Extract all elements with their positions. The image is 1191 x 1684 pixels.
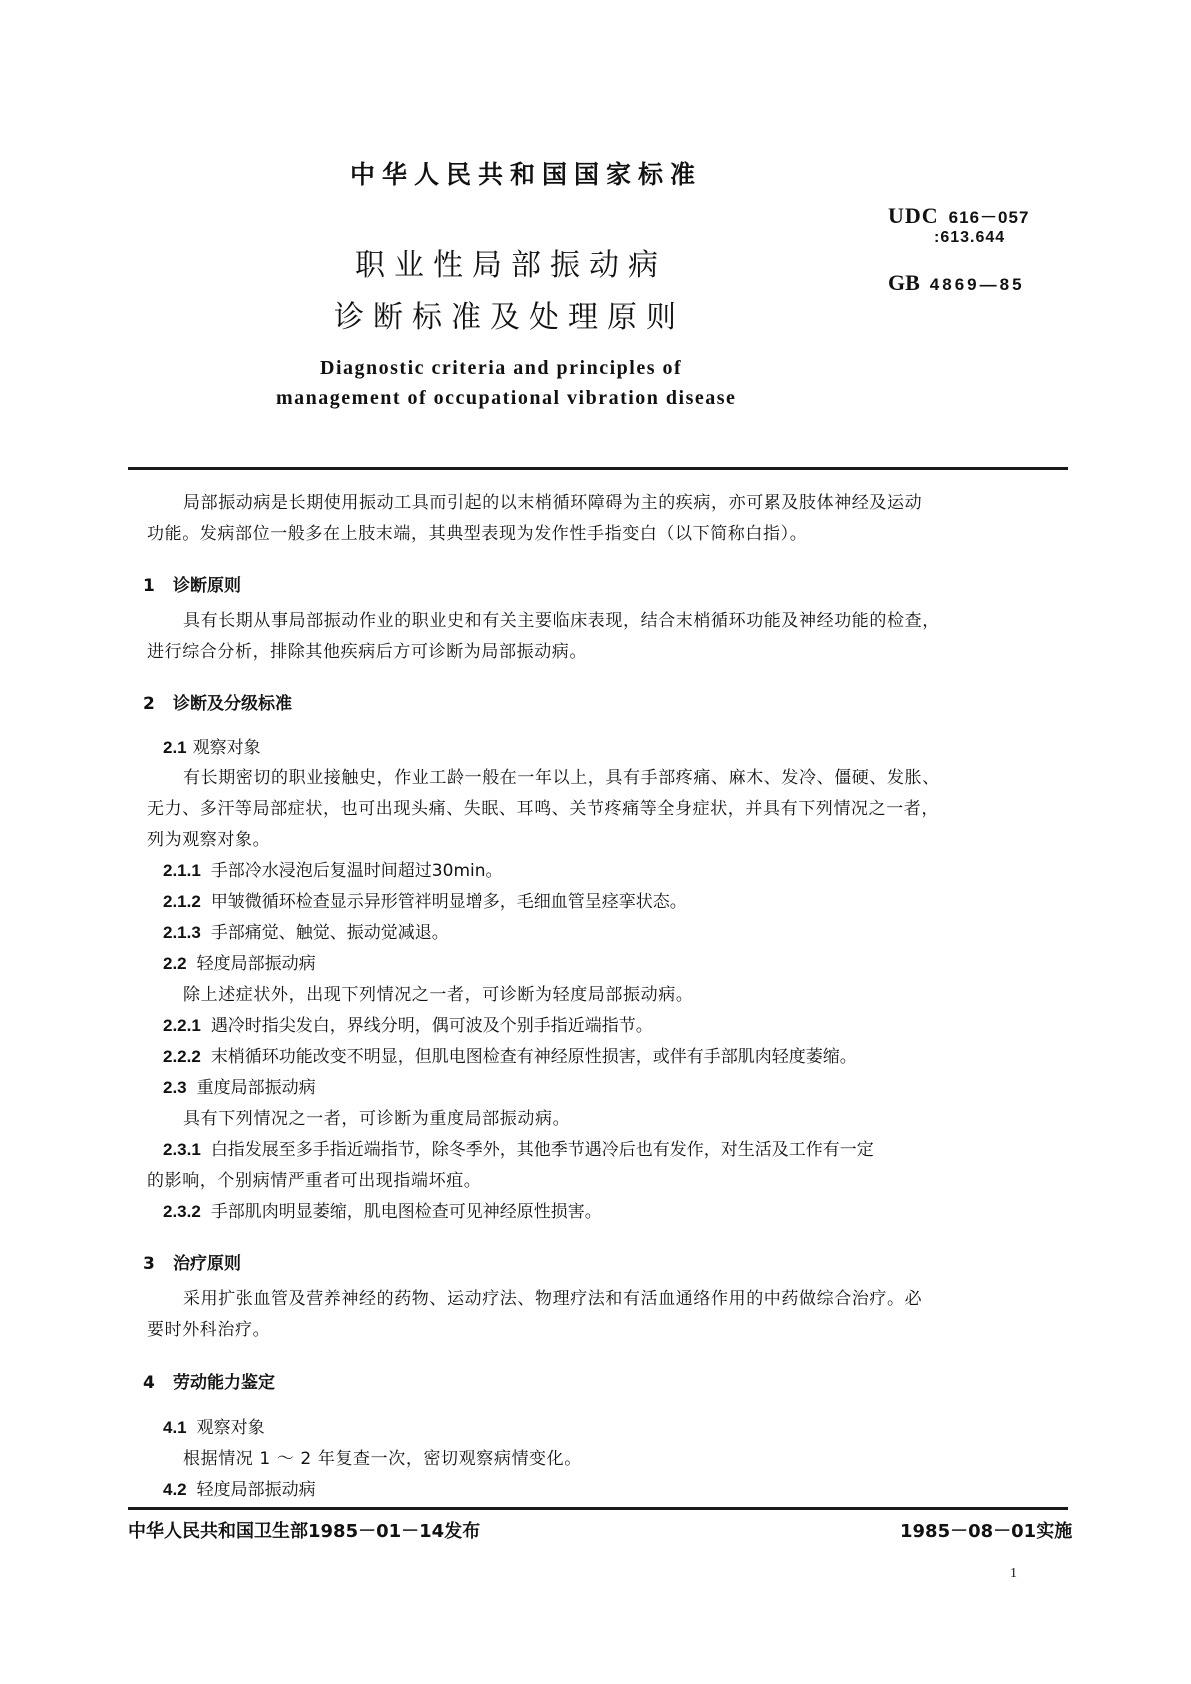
document-title-line2: 诊断标准及处理原则 (334, 300, 685, 335)
clause-2-1-1 (163, 856, 503, 881)
subsection-2-2-heading (163, 949, 316, 974)
intro-line2: 功能。发病部位一般多在上肢末端，其典型表现为发作性手指变白（以下简称白指）。 (147, 524, 808, 544)
section-4-heading (143, 1368, 275, 1393)
section-1-heading (143, 571, 241, 596)
section-3-line2: 要时外科治疗。 (147, 1320, 271, 1340)
footer-divider (128, 1507, 1068, 1510)
subsection-number: 4.1 (163, 1418, 187, 1437)
section-number: 2 (143, 694, 155, 714)
clause-number: 2.1.1 (163, 861, 201, 880)
subsection-number: 2.3 (163, 1078, 187, 1097)
clause-text: 甲皱微循环检查显示异形管袢明显增多，毛细血管呈痉挛状态。 (210, 892, 687, 912)
gb-label: GB (888, 270, 920, 295)
header-divider (128, 467, 1068, 470)
section-title: 诊断及分级标准 (173, 694, 292, 714)
subsection-number: 4.2 (163, 1480, 187, 1499)
subsection-2-3-line1: 具有下列情况之一者，可诊断为重度局部振动病。 (183, 1109, 571, 1129)
clause-2-3-1-continued: 的影响，个别病情严重者可出现指端坏疽。 (147, 1171, 482, 1191)
english-title-line1: Diagnostic criteria and principles of (320, 357, 683, 379)
udc-number-continued: :613.644 (934, 229, 1006, 246)
section-3-line1: 采用扩张血管及营养神经的药物、运动疗法、物理疗法和有活血通络作用的中药做综合治疗。必 (183, 1289, 923, 1309)
clause-number: 2.3.2 (163, 1202, 201, 1221)
clause-number: 2.2.2 (163, 1047, 201, 1066)
clause-number: 2.2.1 (163, 1016, 201, 1035)
section-number: 4 (143, 1373, 155, 1393)
document-title-line1: 职业性局部振动病 (355, 248, 667, 283)
clause-number: 2.3.1 (163, 1140, 201, 1159)
subsection-title: 重度局部振动病 (196, 1078, 316, 1098)
clause-2-1-3 (163, 918, 449, 943)
clause-2-2-1 (163, 1011, 653, 1036)
udc-code (888, 203, 1029, 229)
clause-text: 末梢循环功能改变不明显，但肌电图检查有神经原性损害，或伴有手部肌肉轻度萎缩。 (210, 1047, 857, 1067)
clause-text: 白指发展至多手指近端指节，除冬季外，其他季节遇冷后也有发作，对生活及工作有一定 (210, 1140, 874, 1160)
section-title: 诊断原则 (173, 576, 241, 596)
gb-code (888, 270, 1025, 296)
subsection-2-1-heading (163, 733, 261, 758)
clause-2-3-1 (163, 1135, 874, 1160)
subsection-number: 2.2 (163, 954, 187, 973)
english-title-line2: management of occupational vibration disease (276, 387, 737, 409)
standard-type-heading: 中华人民共和国国家标准 (350, 160, 703, 189)
clause-2-2-2 (163, 1042, 857, 1067)
subsection-title: 观察对象 (192, 738, 261, 758)
section-3-heading (143, 1249, 241, 1274)
clause-text: 遇冷时指尖发白，界线分明，偶可波及个别手指近端指节。 (210, 1016, 653, 1036)
subsection-2-1-line3: 列为观察对象。 (147, 830, 271, 850)
subsection-2-1-line1: 有长期密切的职业接触史，作业工龄一般在一年以上，具有手部疼痛、麻木、发冷、僵硬、发胀、 (183, 768, 940, 788)
subsection-number: 2.1 (163, 738, 187, 757)
clause-number: 2.1.3 (163, 923, 201, 942)
clause-2-1-2 (163, 887, 687, 912)
subsection-4-1-line1: 根据情况 1 ～ 2 年复查一次，密切观察病情变化。 (183, 1449, 582, 1469)
section-1-line2: 进行综合分析，排除其他疾病后方可诊断为局部振动病。 (147, 642, 587, 662)
effective-date: 1985－08－01实施 (900, 1521, 1073, 1542)
subsection-2-1-line2: 无力、多汗等局部症状，也可出现头痛、失眠、耳鸣、关节疼痛等全身症状，并具有下列情况之一者， (147, 799, 939, 819)
section-title: 治疗原则 (173, 1254, 241, 1274)
clause-2-3-2 (163, 1197, 602, 1222)
gb-number: 4869—85 (929, 275, 1025, 294)
clause-text: 手部痛觉、触觉、振动觉减退。 (210, 923, 449, 943)
issue-date: 中华人民共和国卫生部1985－01－14发布 (128, 1521, 481, 1542)
udc-label: UDC (888, 203, 939, 228)
intro-line1: 局部振动病是长期使用振动工具而引起的以末梢循环障碍为主的疾病，亦可累及肢体神经及运动 (183, 493, 923, 513)
subsection-title: 轻度局部振动病 (196, 1480, 316, 1500)
subsection-2-2-line1: 除上述症状外，出现下列情况之一者，可诊断为轻度局部振动病。 (183, 985, 694, 1005)
subsection-2-3-heading (163, 1073, 316, 1098)
clause-number: 2.1.2 (163, 892, 201, 911)
section-number: 3 (143, 1254, 155, 1274)
section-number: 1 (143, 576, 155, 596)
udc-number: 616－057 (948, 208, 1030, 227)
page-number: 1 (1010, 1566, 1017, 1581)
clause-text: 手部冷水浸泡后复温时间超过30min。 (210, 861, 503, 881)
section-2-heading (143, 689, 292, 714)
subsection-title: 轻度局部振动病 (196, 954, 316, 974)
section-title: 劳动能力鉴定 (173, 1373, 275, 1393)
subsection-title: 观察对象 (196, 1418, 265, 1438)
clause-text: 手部肌肉明显萎缩，肌电图检查可见神经原性损害。 (210, 1202, 602, 1222)
subsection-4-1-heading (163, 1413, 265, 1438)
subsection-4-2-heading (163, 1475, 316, 1500)
section-1-line1: 具有长期从事局部振动作业的职业史和有关主要临床表现，结合末梢循环功能及神经功能的检查， (183, 611, 940, 631)
